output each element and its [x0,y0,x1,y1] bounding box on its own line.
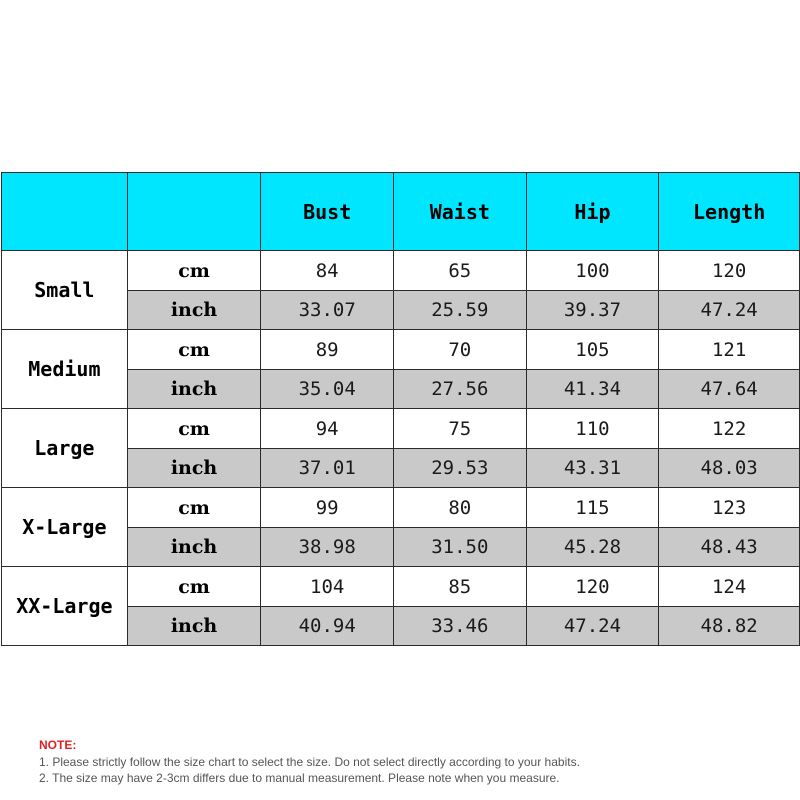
unit-cell: inch [127,528,261,567]
measurement-cell: 100 [526,251,659,291]
size-chart-table [1,172,800,646]
size-name-cell: Medium [2,330,128,409]
size-name-cell: XX-Large [2,567,128,646]
unit-cell: cm [127,567,261,607]
header-cell-hip: Hip [526,173,659,251]
measurement-cell: 39.37 [526,291,659,330]
measurement-cell: 38.98 [261,528,394,567]
measurement-cell: 84 [261,251,394,291]
size-row-cm [2,251,800,291]
size-row-cm [2,567,800,607]
measurement-cell: 75 [393,409,526,449]
unit-cell: inch [127,370,261,409]
size-name-cell: Small [2,251,128,330]
measurement-cell: 33.07 [261,291,394,330]
unit-cell: cm [127,409,261,449]
measurement-cell: 105 [526,330,659,370]
measurement-cell: 25.59 [393,291,526,330]
size-row-cm [2,488,800,528]
measurement-cell: 43.31 [526,449,659,488]
measurement-cell: 123 [659,488,800,528]
size-note [39,737,779,787]
measurement-cell: 41.34 [526,370,659,409]
measurement-cell: 124 [659,567,800,607]
measurement-cell: 99 [261,488,394,528]
measurement-cell: 47.64 [659,370,800,409]
measurement-cell: 89 [261,330,394,370]
measurement-cell: 65 [393,251,526,291]
note-title: NOTE: [39,738,77,752]
measurement-cell: 122 [659,409,800,449]
measurement-cell: 47.24 [659,291,800,330]
unit-cell: cm [127,488,261,528]
measurement-cell: 85 [393,567,526,607]
measurement-cell: 29.53 [393,449,526,488]
measurement-cell: 31.50 [393,528,526,567]
measurement-cell: 94 [261,409,394,449]
unit-cell: cm [127,330,261,370]
note-line: 1. Please strictly follow the size chart to select the size. Do not select directly according to your habits. [39,754,580,769]
measurement-cell: 80 [393,488,526,528]
measurement-cell: 48.43 [659,528,800,567]
unit-cell: inch [127,607,261,646]
measurement-cell: 121 [659,330,800,370]
measurement-cell: 120 [526,567,659,607]
header-cell-length: Length [659,173,800,251]
header-cell-bust: Bust [261,173,394,251]
measurement-cell: 120 [659,251,800,291]
size-row-cm [2,409,800,449]
measurement-cell: 35.04 [261,370,394,409]
size-row-cm [2,330,800,370]
note-line: 2. The size may have 2-3cm differs due to manual measurement. Please note when you measure. [39,771,560,785]
measurement-cell: 48.03 [659,449,800,488]
unit-cell: inch [127,449,261,488]
measurement-cell: 45.28 [526,528,659,567]
measurement-cell: 33.46 [393,607,526,646]
measurement-cell: 110 [526,409,659,449]
measurement-cell: 37.01 [261,449,394,488]
header-row [2,173,800,251]
measurement-cell: 27.56 [393,370,526,409]
size-name-cell: X-Large [2,488,128,567]
measurement-cell: 104 [261,567,394,607]
header-cell-size [2,173,128,251]
measurement-cell: 115 [526,488,659,528]
unit-cell: cm [127,251,261,291]
header-cell-waist: Waist [393,173,526,251]
header-cell-unit [127,173,261,251]
unit-cell: inch [127,291,261,330]
measurement-cell: 48.82 [659,607,800,646]
measurement-cell: 40.94 [261,607,394,646]
size-name-cell: Large [2,409,128,488]
measurement-cell: 47.24 [526,607,659,646]
measurement-cell: 70 [393,330,526,370]
